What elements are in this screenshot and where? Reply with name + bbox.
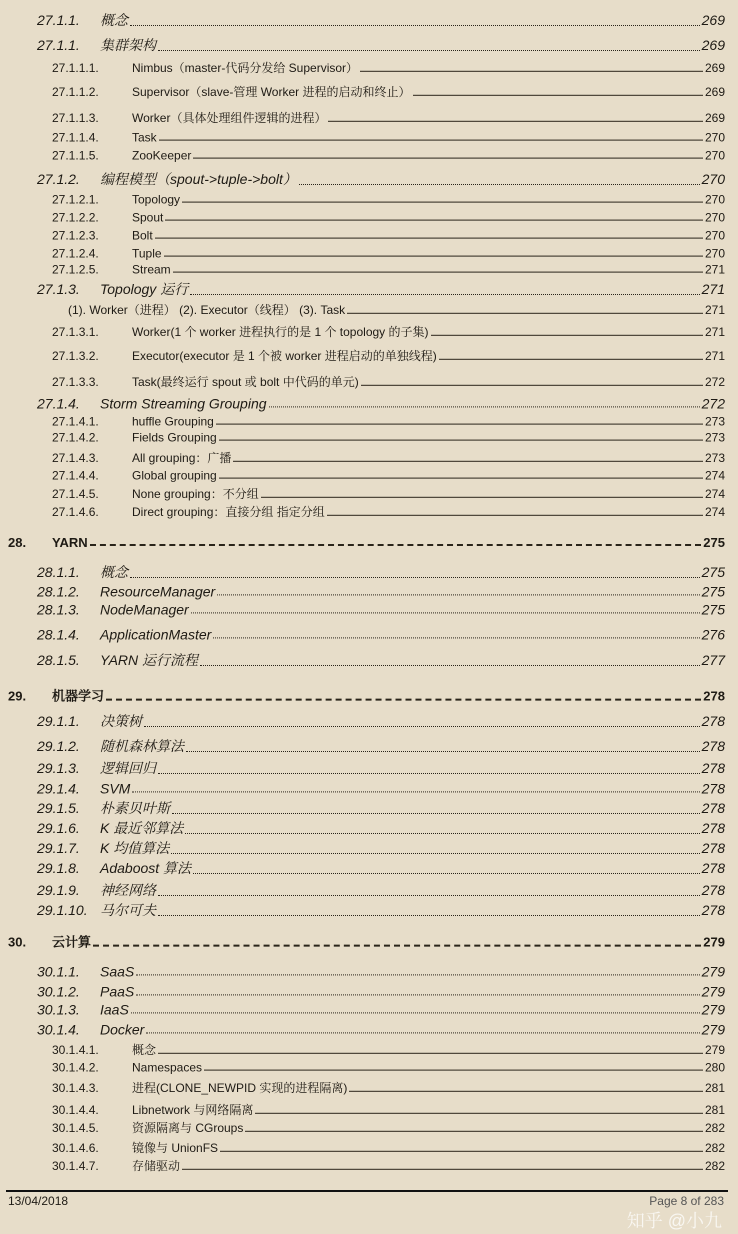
toc-entry[interactable] <box>0 149 725 163</box>
toc-entry-page: 277 <box>701 652 725 668</box>
toc-entry[interactable] <box>0 1001 725 1017</box>
toc-entry-page: 271 <box>704 348 725 363</box>
toc-entry-title[interactable]: Stream <box>132 262 171 277</box>
footer-page-number: Page 8 of 283 <box>649 1194 724 1208</box>
toc-entry[interactable] <box>0 109 725 126</box>
toc-entry-page: 280 <box>704 1060 725 1075</box>
toc-entry[interactable] <box>0 193 725 207</box>
toc-entry-number: 28. <box>8 535 27 550</box>
toc-entry-page: 278 <box>701 902 725 918</box>
toc-entry-page: 281 <box>704 1080 725 1095</box>
toc-entry-title[interactable]: PaaS <box>100 983 135 1000</box>
toc-leader <box>93 945 701 947</box>
toc-entry-page: 278 <box>703 688 725 704</box>
toc-entry[interactable] <box>0 503 725 520</box>
toc-entry-number: 30. <box>8 934 27 950</box>
toc-entry-title[interactable]: Adaboost 算法 <box>100 860 192 876</box>
toc-entry-number: 30.1.4.2. <box>52 1060 99 1075</box>
toc-entry[interactable] <box>0 818 725 838</box>
toc-entry-page: 278 <box>701 882 725 898</box>
toc-entry-number: 27.1.1. <box>37 37 80 53</box>
toc-entry-page: 271 <box>704 262 725 277</box>
toc-entry-number: 29.1.9. <box>37 882 80 898</box>
toc-leader <box>261 497 703 498</box>
toc-entry-page: 279 <box>703 934 725 950</box>
toc-entry-number: 27.1.4.2. <box>52 430 99 445</box>
toc-leader <box>130 577 700 578</box>
toc-entry[interactable] <box>0 858 725 878</box>
toc-entry-number: 30.1.4.4. <box>52 1102 99 1117</box>
toc-entry-title[interactable]: 集群架构 <box>100 37 156 53</box>
toc-entry-page: 270 <box>704 148 725 163</box>
toc-entry-number: 27.1.4.5. <box>52 486 99 501</box>
toc-entry-page: 270 <box>704 246 725 261</box>
toc-entry-number: 30.1.4.1. <box>52 1042 99 1057</box>
toc-leader <box>186 751 700 752</box>
toc-entry-title[interactable]: Bolt <box>132 228 153 243</box>
toc-leader <box>172 813 700 814</box>
toc-entry-title[interactable]: huffle Grouping <box>132 414 214 429</box>
toc-leader <box>193 873 700 874</box>
toc-entry-number: 27.1.2.2. <box>52 210 99 225</box>
toc-entry[interactable] <box>0 932 725 951</box>
toc-leader <box>158 915 700 916</box>
toc-entry-title[interactable]: 概念 <box>132 1042 157 1057</box>
toc-entry-page: 278 <box>701 738 725 754</box>
toc-entry-page: 270 <box>704 210 725 225</box>
toc-entry-title[interactable]: IaaS <box>100 1001 129 1018</box>
toc-entry-page: 278 <box>701 820 725 836</box>
toc-entry-number: 30.1.4.3. <box>52 1080 99 1095</box>
toc-entry-number: 29.1.10. <box>37 902 88 918</box>
toc-entry[interactable] <box>0 1021 725 1037</box>
toc-leader <box>431 335 703 336</box>
toc-entry-number: 29.1.2. <box>37 738 80 754</box>
toc-entry-title[interactable]: YARN 运行流程 <box>100 652 199 668</box>
toc-entry-number: 27.1.2. <box>37 171 80 187</box>
toc-entry[interactable] <box>0 711 725 731</box>
toc-entry-number: 27.1.3. <box>37 281 80 297</box>
toc-entry-number: 27.1.4.1. <box>52 414 99 429</box>
toc-entry-title[interactable]: 逻辑回归 <box>100 760 156 776</box>
toc-entry-title[interactable]: NodeManager <box>100 601 189 618</box>
toc-entry-title[interactable]: All grouping：广播 <box>132 450 232 465</box>
toc-leader <box>328 121 703 122</box>
toc-entry-page: 279 <box>701 1001 725 1018</box>
toc-leader <box>191 612 700 613</box>
toc-entry-page: 270 <box>704 192 725 207</box>
toc-entry[interactable] <box>0 798 725 818</box>
toc-entry-page: 282 <box>704 1140 725 1155</box>
toc-entry-number: 27.1.3.3. <box>52 374 99 389</box>
toc-entry-title[interactable]: K 均值算法 <box>100 840 170 856</box>
watermark: 知乎 @小九 <box>626 1211 722 1231</box>
toc-entry-number: 29.1.7. <box>37 840 80 856</box>
toc-entry[interactable] <box>0 10 725 30</box>
toc-entry-title[interactable]: 随机森林算法 <box>100 738 184 754</box>
toc-entry-title[interactable]: Supervisor（slave-管理 Worker 进程的启动和终止） <box>132 84 411 99</box>
toc-entry[interactable] <box>0 279 725 299</box>
toc-entry[interactable] <box>0 1101 725 1118</box>
toc-entry-number: 29.1.4. <box>37 780 80 797</box>
toc-entry-number: 27.1.4.6. <box>52 504 99 519</box>
toc-entry-number: 28.1.1. <box>37 564 80 580</box>
toc-entry[interactable] <box>0 562 725 582</box>
toc-entry-number: 27.1.2.5. <box>52 262 99 277</box>
toc-entry-title[interactable]: Worker（具体处理组件逻辑的进程） <box>132 110 327 125</box>
toc-entry-title[interactable]: Nimbus（master-代码分发给 Supervisor） <box>132 60 359 75</box>
toc-entry-page: 273 <box>704 450 725 465</box>
toc-entry-number: 30.1.3. <box>37 1001 80 1018</box>
toc-entry-title[interactable]: 机器学习 <box>52 688 105 704</box>
toc-entry-page: 282 <box>704 1158 725 1173</box>
toc-entry-number: 27.1.4.4. <box>52 468 99 483</box>
toc-leader <box>158 895 700 896</box>
toc-entry-page: 270 <box>704 228 725 243</box>
toc-entry[interactable] <box>0 229 725 243</box>
toc-entry[interactable] <box>0 1139 725 1156</box>
toc-entry-page: 279 <box>701 963 725 980</box>
toc-entry-title[interactable]: None grouping：不分组 <box>132 486 259 501</box>
toc-entry-page: 279 <box>704 1042 725 1057</box>
toc-entry-page: 269 <box>704 110 725 125</box>
toc-entry-number: 27.1.1.4. <box>52 130 99 145</box>
toc-leader <box>131 1012 700 1013</box>
toc-entry-page: 278 <box>701 840 725 856</box>
toc-entry-page: 275 <box>703 535 725 550</box>
toc-entry-number: 29.1.6. <box>37 820 80 836</box>
toc-entry-page: 282 <box>704 1120 725 1135</box>
toc-entry-page: 278 <box>701 800 725 816</box>
toc-entry-number: 27.1.2.4. <box>52 246 99 261</box>
toc-leader <box>349 1091 703 1092</box>
toc-entry-title[interactable]: Worker(1 个 worker 进程执行的是 1 个 topology 的子集) <box>132 324 429 339</box>
toc-entry[interactable] <box>0 247 725 261</box>
toc-entry[interactable] <box>0 211 725 225</box>
toc-leader <box>158 773 700 774</box>
toc-leader <box>136 974 699 975</box>
toc-entry[interactable] <box>0 583 725 599</box>
toc-entry[interactable] <box>0 301 725 318</box>
toc-leader <box>255 1113 703 1114</box>
toc-leader <box>182 1169 703 1170</box>
toc-entry[interactable] <box>0 535 725 550</box>
toc-leader <box>130 25 700 26</box>
toc-entry-title[interactable]: Tuple <box>132 246 162 261</box>
toc-leader <box>106 699 701 701</box>
toc-entry[interactable] <box>0 469 725 483</box>
toc-entry[interactable] <box>0 900 725 920</box>
toc-entry-page: 273 <box>704 414 725 429</box>
toc-entry[interactable] <box>0 758 725 778</box>
toc-leader <box>347 313 703 314</box>
toc-entry-page: 281 <box>704 1102 725 1117</box>
toc-entry-number: 28.1.5. <box>37 652 80 668</box>
toc-leader <box>219 478 703 479</box>
toc-entry-page: 272 <box>704 374 725 389</box>
toc-entry-title[interactable]: SaaS <box>100 963 135 980</box>
toc-entry-number: 27.1.3.2. <box>52 348 99 363</box>
toc-entry[interactable] <box>0 323 725 340</box>
toc-entry[interactable] <box>0 131 725 145</box>
toc-leader <box>204 1070 703 1071</box>
toc-entry[interactable] <box>0 431 725 445</box>
toc-entry-number: 28.1.4. <box>37 626 80 643</box>
toc-leader <box>185 833 699 834</box>
toc-entry-title[interactable]: Direct grouping：直接分组 指定分组 <box>132 504 325 519</box>
toc-entry-page: 270 <box>701 171 725 187</box>
toc-leader <box>193 158 703 159</box>
toc-leader <box>213 637 699 638</box>
toc-entry-title[interactable]: ZooKeeper <box>132 148 192 163</box>
toc-entry-number: 29.1.1. <box>37 713 80 729</box>
toc-entry-title[interactable]: 马尔可夫 <box>100 902 156 918</box>
toc-leader <box>171 853 699 854</box>
toc-entry-page: 275 <box>701 601 725 618</box>
toc-entry-page: 271 <box>704 324 725 339</box>
toc-entry-number: 28.1.3. <box>37 601 80 618</box>
toc-entry-number: 29.1.8. <box>37 860 80 876</box>
toc-entry-title[interactable]: 云计算 <box>52 934 92 950</box>
toc-leader <box>220 1151 703 1152</box>
toc-leader <box>245 1131 703 1132</box>
toc-entry-title[interactable]: Global grouping <box>132 468 217 483</box>
toc-leader <box>361 385 703 386</box>
toc-entry[interactable] <box>0 686 725 705</box>
toc-entry-page: 269 <box>704 84 725 99</box>
toc-entry[interactable] <box>0 1061 725 1075</box>
toc-entry-title[interactable]: Fields Grouping <box>132 430 217 445</box>
toc-entry-number: 27.1.2.1. <box>52 192 99 207</box>
toc-entry-title[interactable]: Topology 运行 <box>100 281 189 297</box>
toc-entry[interactable] <box>0 347 725 364</box>
toc-entry-number: 28.1.2. <box>37 583 80 600</box>
toc-entry-page: 278 <box>701 860 725 876</box>
toc-entry-title[interactable]: YARN <box>52 535 88 550</box>
toc-entry-title[interactable]: Libnetwork 与网络隔离 <box>132 1102 254 1117</box>
toc-leader <box>146 1032 699 1033</box>
toc-entry-number: 29.1.3. <box>37 760 80 776</box>
toc-leader <box>190 294 699 295</box>
toc-entry-number: 27.1.2.3. <box>52 228 99 243</box>
toc-leader <box>132 791 699 792</box>
toc-entry-number: 30.1.2. <box>37 983 80 1000</box>
toc-entry-page: 273 <box>704 430 725 445</box>
toc-entry-page: 279 <box>701 983 725 1000</box>
toc-leader <box>216 424 703 425</box>
toc-entry-title[interactable]: 编程模型（spout->tuple->bolt） <box>100 171 297 187</box>
toc-leader <box>158 1053 703 1054</box>
toc-leader <box>158 50 700 51</box>
toc-leader <box>200 665 700 666</box>
toc-entry-page: 275 <box>701 583 725 600</box>
toc-entry-number: 30.1.1. <box>37 963 80 980</box>
toc-entry[interactable] <box>0 626 725 642</box>
toc-entry-title[interactable]: 决策树 <box>100 713 142 729</box>
toc-leader <box>144 726 700 727</box>
toc-leader <box>233 461 703 462</box>
toc-entry[interactable] <box>0 650 725 670</box>
toc-entry-title[interactable]: 存储驱动 <box>132 1158 181 1173</box>
toc-entry-number: 30.1.4. <box>37 1021 80 1038</box>
toc-leader <box>90 544 702 546</box>
toc-entry-title[interactable]: Task <box>132 130 157 145</box>
toc-entry[interactable] <box>0 263 725 277</box>
toc-entry[interactable] <box>0 1041 725 1058</box>
toc-leader <box>269 406 700 407</box>
toc-entry-page: 274 <box>704 468 725 483</box>
toc-entry-title[interactable]: 概念 <box>100 564 128 580</box>
footer-divider <box>6 1190 728 1192</box>
toc-entry-number: 27.1.1.2. <box>52 84 99 99</box>
footer-date: 13/04/2018 <box>8 1194 69 1208</box>
toc-leader <box>217 594 699 595</box>
toc-entry[interactable] <box>0 395 725 411</box>
toc-entry-number: 30.1.4.5. <box>52 1120 99 1135</box>
toc-leader <box>155 238 703 239</box>
toc-entry-number: 27.1.1.5. <box>52 148 99 163</box>
toc-entry[interactable] <box>0 449 725 466</box>
toc-entry[interactable] <box>0 780 725 796</box>
toc-entry-page: 269 <box>701 37 725 53</box>
toc-entry[interactable] <box>0 59 725 76</box>
toc-entry-number: 27.1.1. <box>37 12 80 28</box>
toc-entry-title[interactable]: (1). Worker（进程） (2). Executor（线程） (3). Task <box>68 302 346 317</box>
toc-entry[interactable] <box>0 485 725 502</box>
toc-entry-number: 29. <box>8 688 27 704</box>
toc-entry[interactable] <box>0 1079 725 1096</box>
toc-entry-title[interactable]: Docker <box>100 1021 145 1038</box>
toc-entry-page: 269 <box>704 60 725 75</box>
toc-entry[interactable] <box>0 736 725 756</box>
toc-leader <box>159 140 703 141</box>
toc-leader <box>439 359 703 360</box>
toc-entry[interactable] <box>0 1119 725 1136</box>
toc-entry-title[interactable]: 神经网络 <box>100 882 156 898</box>
toc-leader <box>327 515 703 516</box>
toc-entry-title[interactable]: 镜像与 UnionFS <box>132 1140 219 1155</box>
toc-entry[interactable] <box>0 838 725 858</box>
toc-entry-page: 271 <box>704 302 725 317</box>
toc-entry-page: 276 <box>701 626 725 643</box>
toc-entry-number: 27.1.4. <box>37 395 80 412</box>
toc-entry-title[interactable]: 朴素贝叶斯 <box>100 800 170 816</box>
toc-entry-title[interactable]: Executor(executor 是 1 个被 worker 进程启动的单独线程) <box>132 348 437 363</box>
toc-leader <box>165 220 703 221</box>
toc-entry-page: 274 <box>704 504 725 519</box>
toc-leader <box>299 184 700 185</box>
toc-entry[interactable] <box>0 880 725 900</box>
toc-leader <box>413 95 703 96</box>
toc-entry-number: 27.1.1.1. <box>52 60 99 75</box>
toc-entry-title[interactable]: Task(最终运行 spout 或 bolt 中代码的单元) <box>132 374 359 389</box>
toc-entry-page: 272 <box>701 395 725 412</box>
toc-entry[interactable] <box>0 83 725 100</box>
toc-entry-title[interactable]: ResourceManager <box>100 583 216 600</box>
toc-entry-page: 274 <box>704 486 725 501</box>
toc-entry-number: 27.1.3.1. <box>52 324 99 339</box>
toc-leader <box>182 202 703 203</box>
toc-entry-title[interactable]: Namespaces <box>132 1060 203 1075</box>
toc-entry[interactable] <box>0 963 725 979</box>
toc-entry-page: 279 <box>701 1021 725 1038</box>
toc-entry-page: 278 <box>701 713 725 729</box>
toc-entry-title[interactable]: SVM <box>100 780 131 797</box>
toc-entry[interactable] <box>0 35 725 55</box>
toc-entry-number: 27.1.4.3. <box>52 450 99 465</box>
toc-entry-page: 270 <box>704 130 725 145</box>
toc-entry-title[interactable]: Topology <box>132 192 181 207</box>
toc-entry-page: 271 <box>701 281 725 297</box>
toc-entry-title[interactable]: 概念 <box>100 12 128 28</box>
toc-entry-page: 278 <box>701 780 725 797</box>
toc-entry-title[interactable]: ApplicationMaster <box>100 626 212 643</box>
toc-entry-title[interactable]: Storm Streaming Grouping <box>100 395 267 412</box>
toc-entry-page: 275 <box>701 564 725 580</box>
toc-entry-number: 30.1.4.6. <box>52 1140 99 1155</box>
toc-entry-title[interactable]: 进程(CLONE_NEWPID 实现的进程隔离) <box>132 1080 348 1095</box>
toc-leader <box>173 272 703 273</box>
toc-entry-page: 278 <box>701 760 725 776</box>
toc-leader <box>136 994 699 995</box>
toc-entry-number: 29.1.5. <box>37 800 80 816</box>
toc-entry-title[interactable]: K 最近邻算法 <box>100 820 184 836</box>
toc-entry-title[interactable]: 资源隔离与 CGroups <box>132 1120 244 1135</box>
toc-entry-page: 269 <box>701 12 725 28</box>
toc-entry[interactable] <box>0 169 725 189</box>
toc-entry-number: 27.1.1.3. <box>52 110 99 125</box>
toc-entry[interactable] <box>0 983 725 999</box>
toc-entry[interactable] <box>0 415 725 429</box>
toc-entry-number: 30.1.4.7. <box>52 1158 99 1173</box>
toc-entry-title[interactable]: Spout <box>132 210 164 225</box>
toc-entry[interactable] <box>0 601 725 617</box>
toc-entry[interactable] <box>0 1157 725 1174</box>
toc-leader <box>164 256 703 257</box>
toc-leader <box>219 440 703 441</box>
toc-leader <box>360 71 703 72</box>
toc-entry[interactable] <box>0 373 725 390</box>
